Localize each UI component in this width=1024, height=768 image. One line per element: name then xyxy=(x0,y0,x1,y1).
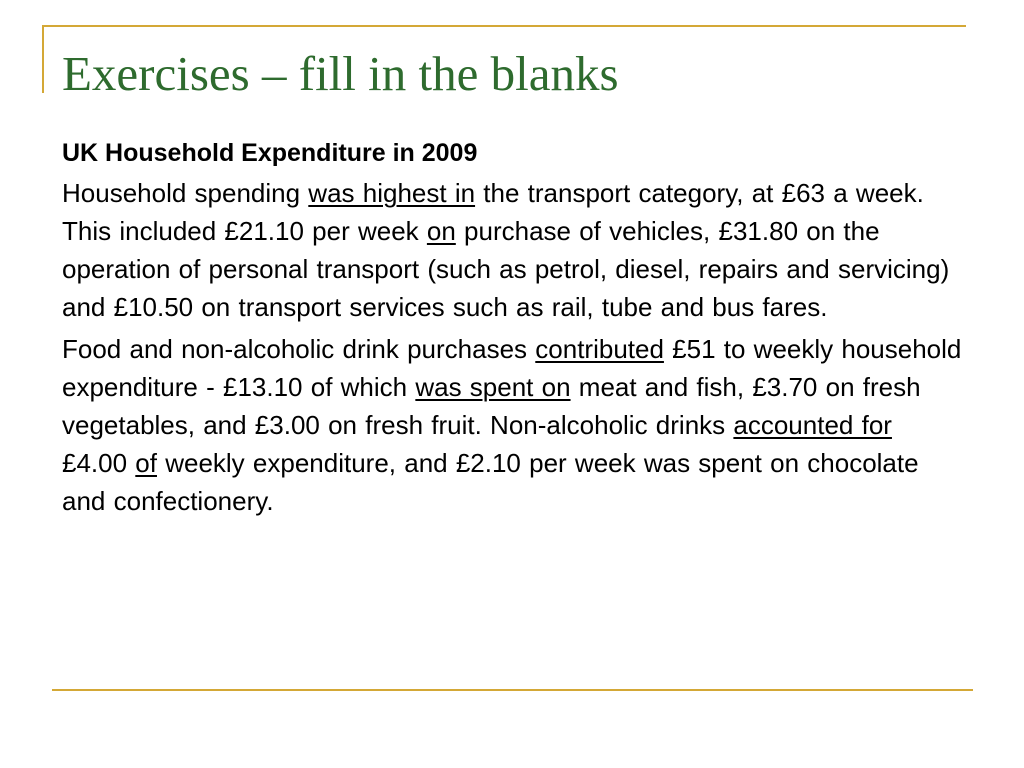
slide-title: Exercises – fill in the blanks xyxy=(62,46,619,101)
paragraph-text: Food and non-alcoholic drink purchases xyxy=(62,334,536,364)
section-heading: UK Household Expenditure in 2009 xyxy=(62,139,478,167)
paragraph-text: Household spending xyxy=(62,178,309,208)
paragraph-food xyxy=(62,330,962,524)
top-rule xyxy=(44,25,966,27)
blank-answer: was highest in xyxy=(308,178,476,208)
paragraph-text: weekly expenditure, and £2.10 per week was spent on chocolate and confectionery. xyxy=(62,448,919,516)
slide-content xyxy=(62,136,962,524)
paragraph-text: £51 to weekly household expenditure - £13.10 of which xyxy=(62,334,962,402)
left-rule xyxy=(42,25,44,93)
blank-answer: on xyxy=(426,216,456,246)
paragraph-text: the transport category, at £63 a week. This included £21.10 per week xyxy=(62,178,924,246)
paragraph-text: £4.00 xyxy=(62,448,136,478)
paragraph-text: purchase of vehicles, £31.80 on the operation of personal transport (such as petrol, diesel, repairs and servicing) and £10.50 on transport services such as rail, tube and bus fares. xyxy=(62,216,950,322)
blank-answer: accounted for xyxy=(733,410,892,440)
paragraph-transport xyxy=(62,174,962,330)
blank-answer: contributed xyxy=(535,334,664,364)
paragraph-text: meat and fish, £3.70 on fresh vegetables, and £3.00 on fresh fruit. Non-alcoholic drinks xyxy=(62,372,921,440)
bottom-rule xyxy=(52,689,973,691)
blank-answer: was spent on xyxy=(415,372,571,402)
blank-answer: of xyxy=(135,448,157,478)
